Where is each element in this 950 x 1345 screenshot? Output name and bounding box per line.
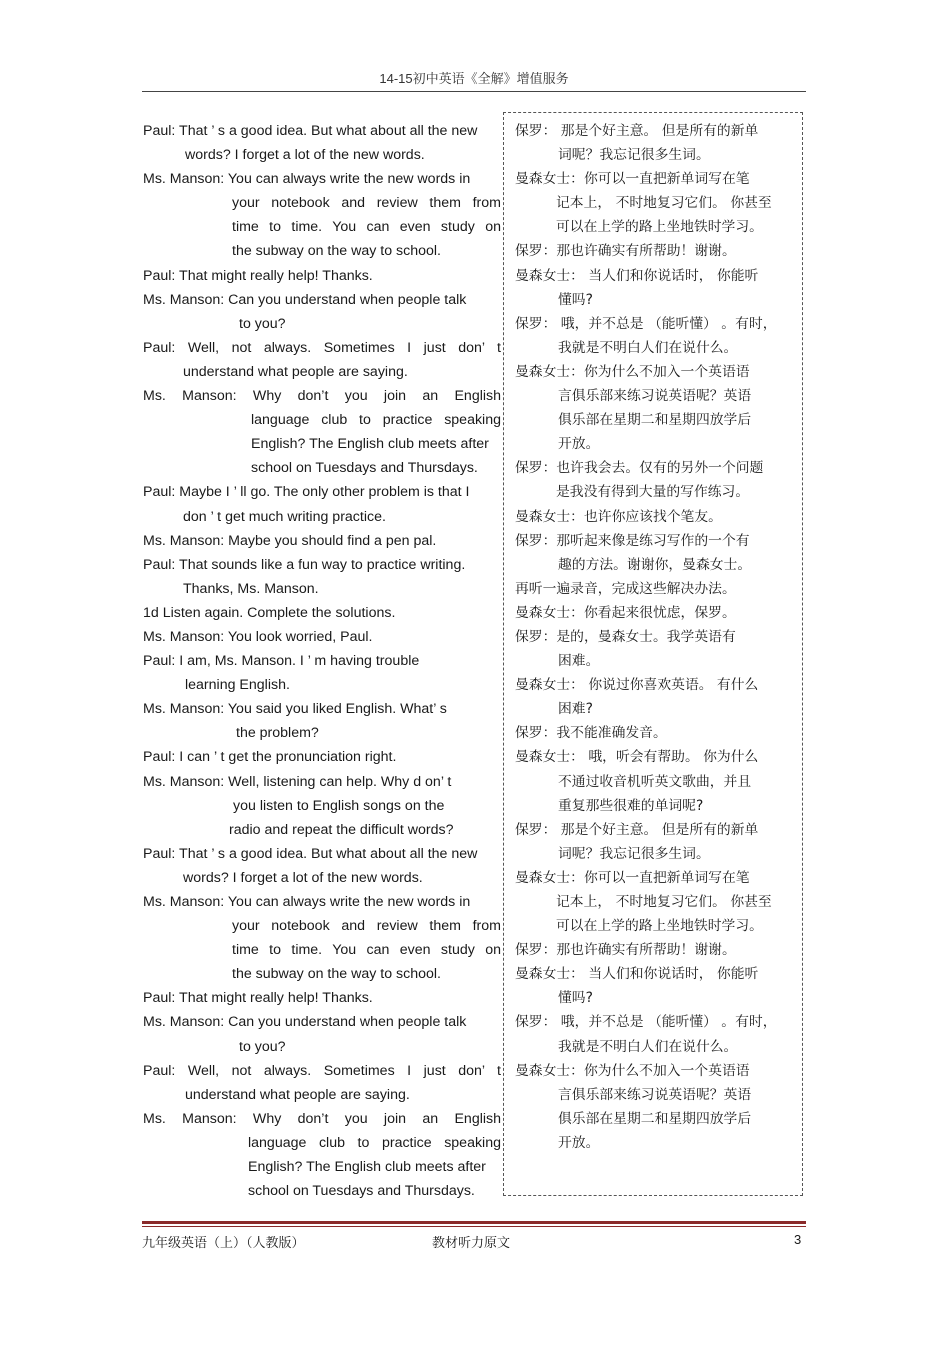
transcript-line: Paul: Maybe I ’ ll go. The only other problem is that I: [143, 484, 470, 501]
transcript-line: 我就是不明白人们在说什么。: [558, 1038, 738, 1055]
transcript-line: 曼森女士： 你说过你喜欢英语。 有什么: [515, 677, 759, 694]
transcript-line: Paul: That ’ s a good idea. But what about all the new: [143, 845, 478, 862]
transcript-line: time to time. You can even study on: [232, 219, 501, 236]
transcript-line: 可以在上学的路上坐地铁时学习。: [556, 918, 763, 935]
transcript-line: Paul: I can ’ t get the pronunciation right.: [143, 749, 397, 766]
transcript-line: words? I forget a lot of the new words.: [183, 869, 423, 886]
transcript-line: 不通过收音机听英文歌曲，并且: [558, 773, 752, 790]
transcript-line: 1d Listen again. Complete the solutions.: [143, 604, 396, 621]
transcript-line: 再听一遍录音，完成这些解决办法。: [515, 580, 736, 597]
transcript-line: 我就是不明白人们在说什么。: [558, 339, 738, 356]
transcript-line: the subway on the way to school.: [232, 966, 441, 983]
transcript-line: Ms. Manson: Why don’t you join an English: [143, 1110, 501, 1127]
english-transcript: [143, 119, 503, 1203]
transcript-line: Ms. Manson: Can you understand when people talk: [143, 291, 467, 308]
transcript-line: 曼森女士： 当人们和你说话时， 你能听: [515, 966, 759, 983]
transcript-line: 言俱乐部来练习说英语呢？英语: [558, 1086, 752, 1103]
transcript-line: radio and repeat the difficult words?: [229, 821, 454, 838]
transcript-line: Ms. Manson: Can you understand when people talk: [143, 1014, 467, 1031]
transcript-line: 懂吗?: [558, 990, 593, 1007]
transcript-line: 开放。: [558, 436, 600, 453]
transcript-line: 曼森女士：你可以一直把新单词写在笔: [515, 869, 750, 886]
transcript-line: 是我没有得到大量的写作练习。: [556, 484, 750, 501]
transcript-line: 俱乐部在星期二和星期四放学后: [558, 1110, 752, 1127]
transcript-line: to you?: [239, 315, 286, 332]
transcript-line: 开放。: [558, 1134, 600, 1151]
transcript-line: 可以在上学的路上坐地铁时学习。: [556, 219, 763, 236]
header-divider: [142, 91, 806, 92]
transcript-line: you listen to English songs on the: [233, 797, 445, 814]
transcript-line: 词呢？我忘记很多生词。: [558, 147, 710, 164]
transcript-line: 重复那些很难的单词呢?: [558, 797, 704, 814]
transcript-line: 困难。: [558, 653, 600, 670]
transcript-line: 保罗：那也许确实有所帮助！谢谢。: [515, 243, 736, 260]
transcript-line: 曼森女士：你看起来很忧虑，保罗。: [515, 604, 736, 621]
transcript-line: 困难?: [558, 701, 593, 718]
transcript-line: 懂吗?: [558, 291, 593, 308]
transcript-line: Paul: Well, not always. Sometimes I just don’ t: [143, 1062, 501, 1079]
transcript-line: Thanks, Ms. Manson.: [183, 580, 319, 597]
page-number: 3: [794, 1232, 802, 1247]
transcript-line: English? The English club meets after: [251, 436, 489, 453]
chinese-translation: [515, 119, 795, 1155]
transcript-line: 俱乐部在星期二和星期四放学后: [558, 412, 752, 429]
transcript-line: 保罗： 那是个好主意。 但是所有的新单: [515, 821, 759, 838]
transcript-line: Ms. Manson: You said you liked English. What’ s: [143, 701, 447, 718]
transcript-line: Ms. Manson: You look worried, Paul.: [143, 628, 373, 645]
transcript-line: understand what people are saying.: [183, 363, 408, 380]
transcript-line: 曼森女士：你可以一直把新单词写在笔: [515, 171, 750, 188]
transcript-line: learning English.: [185, 677, 290, 694]
footer-divider-thin: [142, 1226, 806, 1227]
transcript-line: 曼森女士：也许你应该找个笔友。: [515, 508, 722, 525]
transcript-line: the subway on the way to school.: [232, 243, 441, 260]
transcript-line: 保罗：我不能准确发音。: [515, 725, 667, 742]
transcript-line: 言俱乐部来练习说英语呢？英语: [558, 388, 752, 405]
transcript-line: Paul: Well, not always. Sometimes I just don’ t: [143, 339, 501, 356]
transcript-line: Paul: That might really help! Thanks.: [143, 267, 373, 284]
transcript-line: 曼森女士： 当人们和你说话时， 你能听: [515, 267, 759, 284]
transcript-line: language club to practice speaking: [251, 412, 501, 429]
transcript-line: Paul: I am, Ms. Manson. I ’ m having trouble: [143, 653, 420, 670]
transcript-line: 保罗： 哦，并不总是 （能听懂） 。有时，: [515, 1014, 777, 1031]
transcript-line: your notebook and review them from: [232, 195, 501, 212]
transcript-line: 保罗：那听起来像是练习写作的一个有: [515, 532, 750, 549]
transcript-line: 保罗： 哦，并不总是 （能听懂） 。有时，: [515, 315, 777, 332]
page-header: 14-15初中英语《全解》增值服务: [379, 71, 569, 86]
footer-section-title: 教材听力原文: [432, 1236, 511, 1251]
transcript-line: 曼森女士：你为什么不加入一个英语语: [515, 1062, 750, 1079]
transcript-line: Ms. Manson: You can always write the new words in: [143, 894, 471, 910]
footer-book-title: 九年级英语（上）（人教版）: [142, 1236, 305, 1251]
transcript-line: to you?: [239, 1038, 286, 1055]
transcript-line: 保罗： 那是个好主意。 但是所有的新单: [515, 123, 759, 139]
transcript-line: language club to practice speaking: [248, 1134, 501, 1151]
transcript-line: 记本上， 不时地复习它们。 你甚至: [556, 195, 772, 212]
transcript-line: 保罗：那也许确实有所帮助！谢谢。: [515, 942, 736, 959]
transcript-line: school on Tuesdays and Thursdays.: [251, 460, 478, 477]
transcript-line: Ms. Manson: Why don’t you join an English: [143, 388, 501, 405]
transcript-line: Paul: That sounds like a fun way to practice writing.: [143, 556, 466, 573]
transcript-line: Ms. Manson: You can always write the new words in: [143, 171, 471, 188]
transcript-line: don ’ t get much writing practice.: [183, 508, 386, 525]
transcript-line: Paul: That ’ s a good idea. But what about all the new: [143, 123, 478, 139]
transcript-line: time to time. You can even study on: [232, 942, 501, 959]
transcript-line: the problem?: [236, 725, 319, 742]
transcript-line: Ms. Manson: Well, listening can help. Why d on’ t: [143, 773, 452, 790]
transcript-line: school on Tuesdays and Thursdays.: [248, 1183, 475, 1200]
transcript-line: 词呢？我忘记很多生词。: [558, 845, 710, 862]
transcript-line: 保罗：也许我会去。仅有的另外一个问题: [515, 460, 764, 477]
footer-divider: [142, 1221, 806, 1224]
transcript-line: Ms. Manson: Maybe you should find a pen pal.: [143, 532, 437, 549]
transcript-line: words? I forget a lot of the new words.: [185, 147, 425, 164]
transcript-line: 趣的方法。谢谢你，曼森女士。: [558, 556, 752, 573]
transcript-line: 保罗：是的，曼森女士。我学英语有: [515, 628, 736, 645]
transcript-line: understand what people are saying.: [185, 1086, 410, 1103]
transcript-line: English? The English club meets after: [248, 1159, 486, 1176]
transcript-line: 曼森女士： 哦，听会有帮助。 你为什么: [515, 749, 759, 766]
transcript-line: 记本上， 不时地复习它们。 你甚至: [556, 894, 772, 910]
transcript-line: 曼森女士：你为什么不加入一个英语语: [515, 363, 750, 380]
transcript-line: Paul: That might really help! Thanks.: [143, 990, 373, 1007]
transcript-line: your notebook and review them from: [232, 918, 501, 935]
